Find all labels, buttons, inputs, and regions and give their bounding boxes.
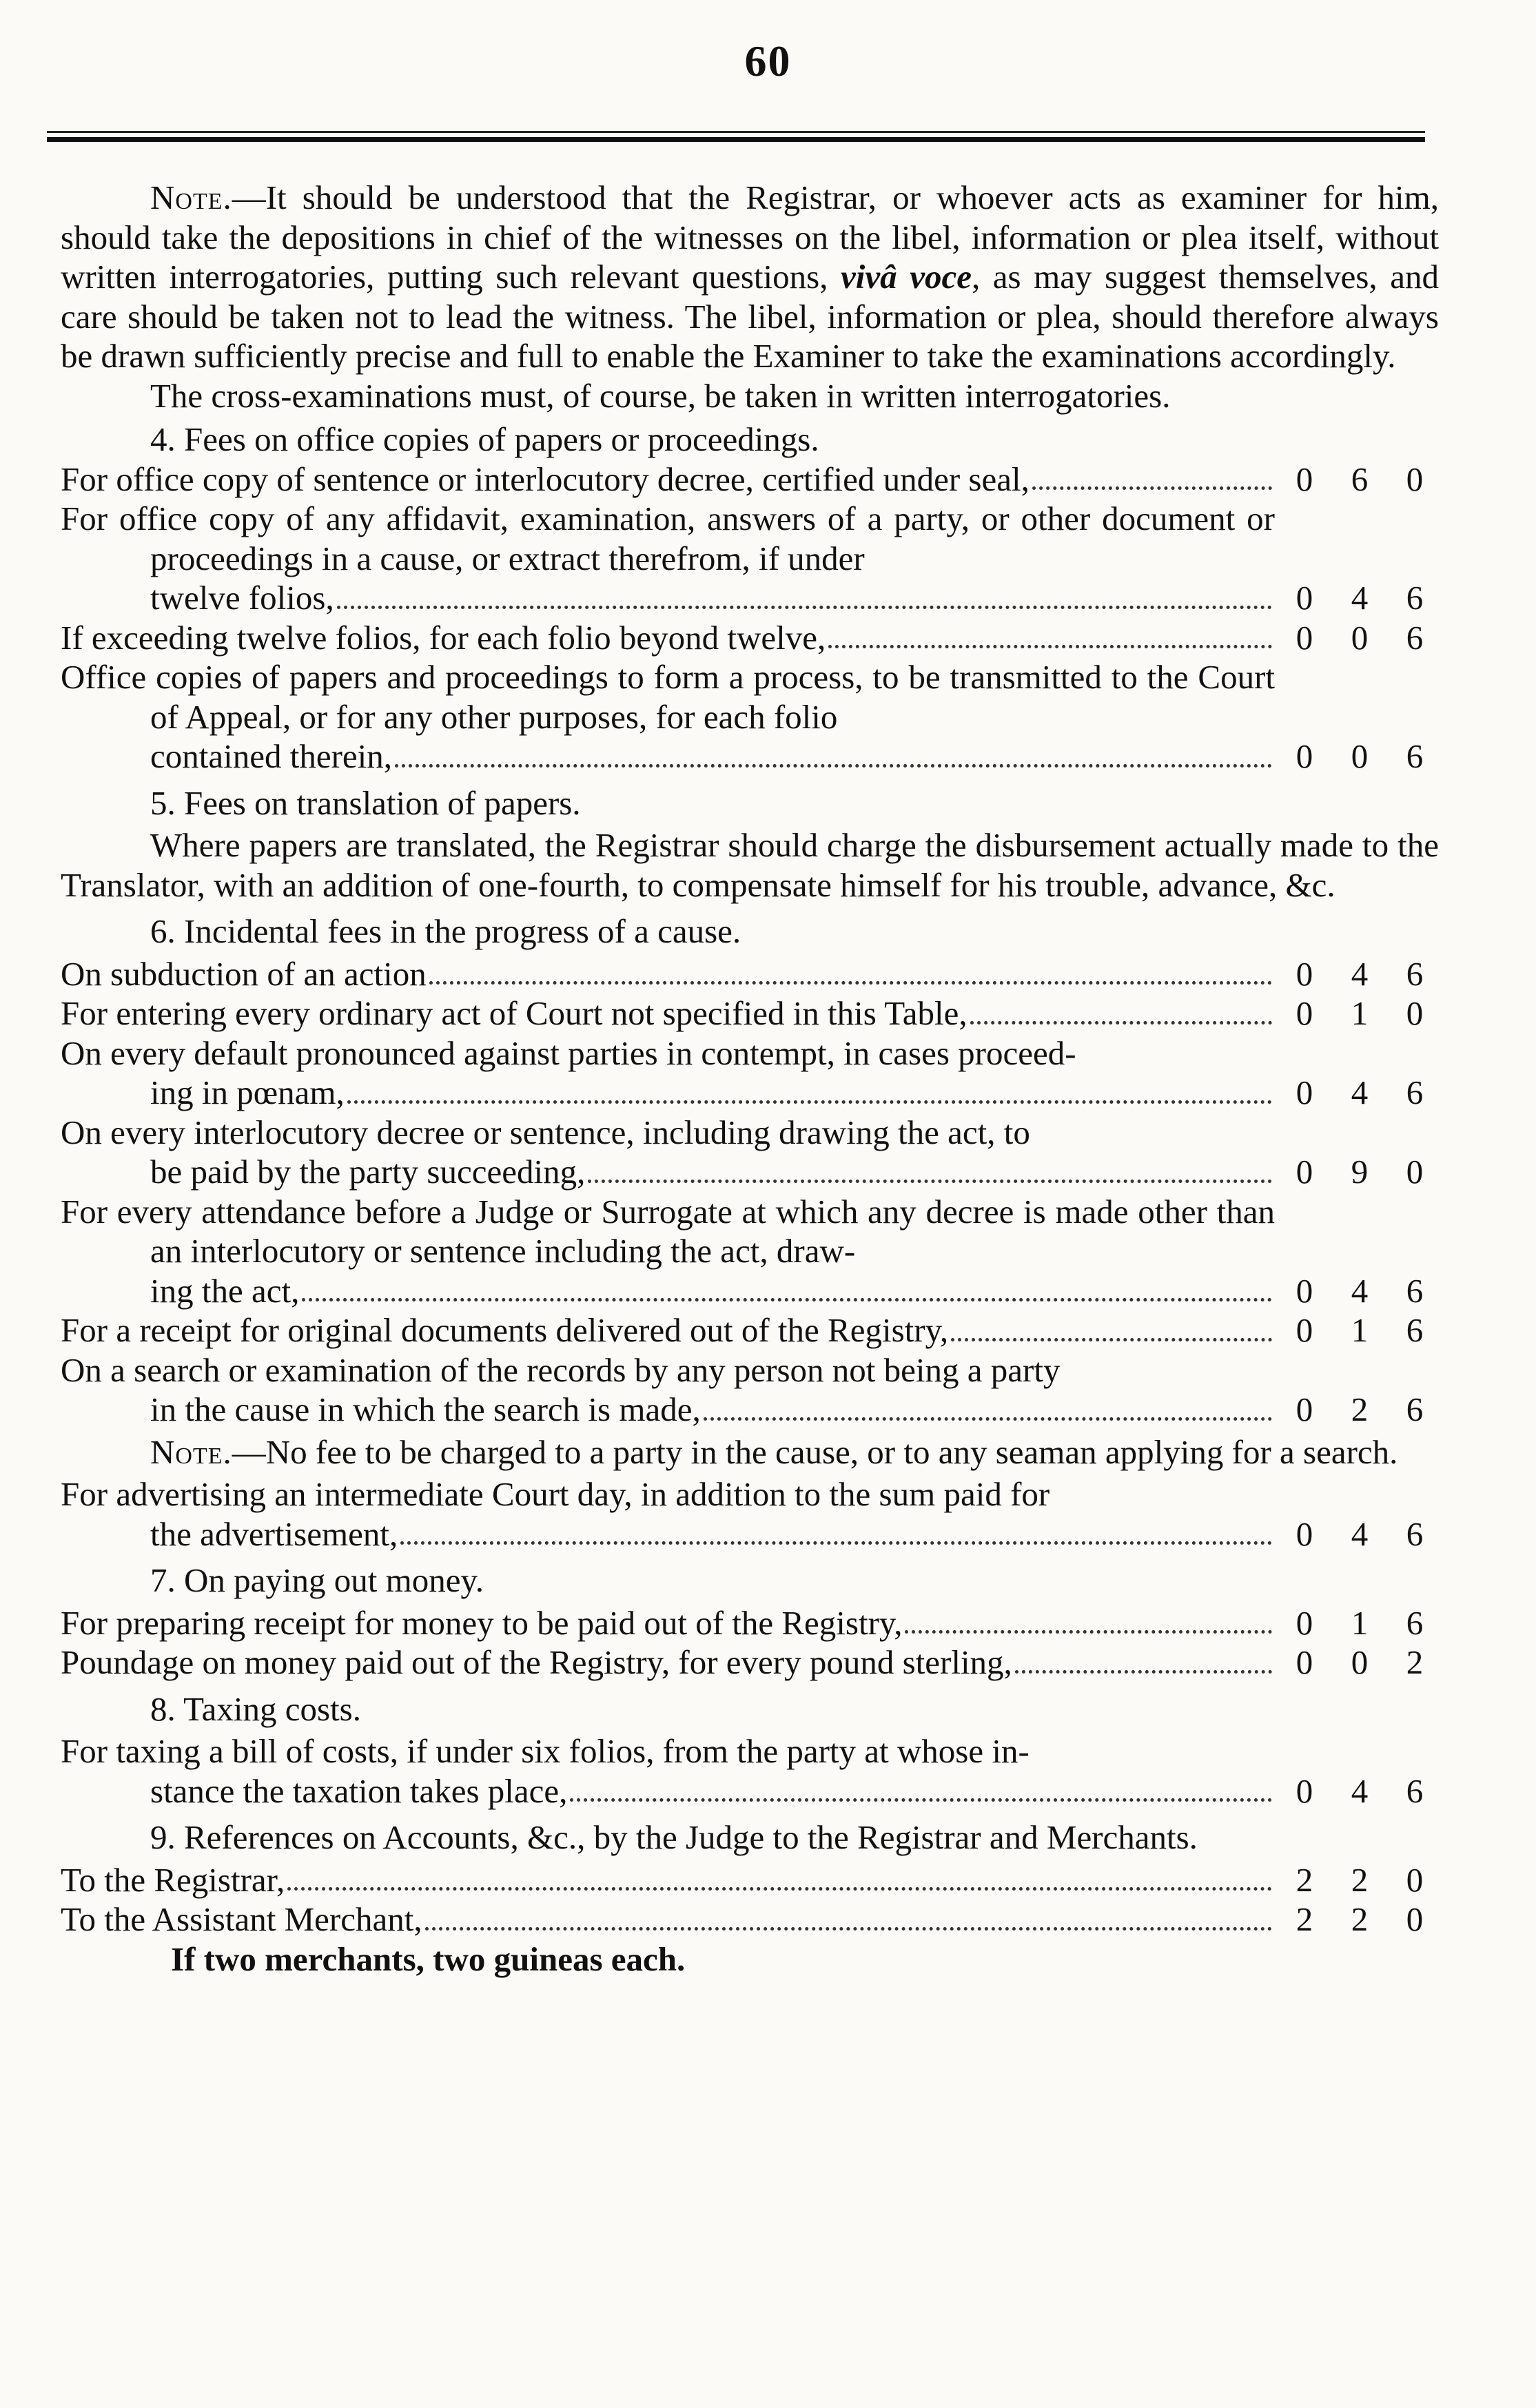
section-8-heading: 8. Taxing costs.	[150, 1689, 361, 1728]
fee-shillings: 4	[1351, 1514, 1369, 1553]
cross-examination-paragraph: The cross-examinations must, of course, be taken in written interrogatories.	[150, 376, 1171, 415]
fee-item	[61, 1731, 1439, 1811]
fee-item-text: For taxing a bill of costs, if under six folios, from the party at whose in-	[61, 1732, 1030, 1770]
section-4-fee-list	[61, 460, 1439, 776]
fee-pence: 6	[1406, 1771, 1424, 1810]
fee-amount	[1275, 1514, 1439, 1554]
fee-item-description	[61, 1113, 1275, 1192]
dot-leader	[400, 1541, 1272, 1545]
fee-shillings: 4	[1351, 1271, 1369, 1310]
fee-item	[61, 1860, 1439, 1900]
fee-item-description	[61, 618, 1275, 658]
fee-item-final-line: be paid by the party succeeding,	[150, 1153, 586, 1191]
fee-pence: 0	[1406, 1860, 1424, 1899]
fee-amount	[1275, 737, 1439, 776]
fee-item-final-line: ing the act,	[150, 1271, 300, 1310]
fee-item-final-line: the advertisement,	[150, 1514, 398, 1553]
fee-shillings: 4	[1351, 579, 1369, 617]
fee-shillings: 0	[1351, 1643, 1369, 1681]
fee-pounds: 0	[1296, 1153, 1313, 1191]
fee-item-final-line: On subduction of an action	[61, 954, 427, 993]
fee-item	[61, 1350, 1439, 1430]
fee-item-description	[61, 1603, 1275, 1643]
fee-amount	[1275, 1900, 1439, 1939]
fee-pence: 2	[1406, 1643, 1424, 1681]
fee-pounds: 0	[1296, 1603, 1313, 1642]
fee-shillings: 1	[1351, 1603, 1369, 1642]
section-4-heading: 4. Fees on office copies of papers or proceedings.	[150, 420, 819, 458]
fee-item-description	[61, 1310, 1275, 1350]
dot-leader	[828, 644, 1272, 648]
section-7-heading: 7. On paying out money.	[150, 1561, 484, 1599]
dot-leader	[951, 1337, 1272, 1341]
dot-leader	[588, 1179, 1272, 1183]
fee-pence: 6	[1406, 1390, 1424, 1428]
fee-shillings: 9	[1351, 1153, 1369, 1191]
fee-item	[61, 1474, 1439, 1554]
fee-item-final-line: For a receipt for original documents delivered out of the Registry,	[61, 1311, 949, 1349]
section-6-note-label: Note.	[150, 1432, 232, 1471]
fee-shillings: 1	[1351, 994, 1369, 1032]
fee-pounds: 0	[1296, 618, 1313, 657]
page-body	[61, 178, 1439, 1979]
fee-shillings: 6	[1351, 460, 1369, 498]
note-italic: vivâ voce	[841, 258, 972, 296]
fee-item-final-line: To the Registrar,	[61, 1860, 285, 1899]
fee-item	[61, 1033, 1439, 1113]
fee-amount	[1275, 994, 1439, 1033]
section-6-fee-list	[61, 954, 1439, 1430]
fee-item-description	[61, 954, 1275, 994]
fee-pence: 6	[1406, 1073, 1424, 1111]
dot-leader	[704, 1417, 1272, 1421]
fee-shillings: 1	[1351, 1311, 1369, 1349]
fee-shillings: 4	[1351, 954, 1369, 993]
fee-item-final-line: twelve folios,	[150, 579, 334, 617]
fee-pounds: 0	[1296, 1643, 1313, 1681]
fee-item	[61, 1643, 1439, 1682]
fee-amount	[1275, 1310, 1439, 1350]
fee-item	[61, 1310, 1439, 1350]
fee-pounds: 0	[1296, 1390, 1313, 1428]
fee-item	[61, 1113, 1439, 1192]
dot-leader	[1015, 1669, 1272, 1674]
section-6-fee-list-2	[61, 1474, 1439, 1554]
fee-item-description	[61, 994, 1275, 1033]
section-9-footer: If two merchants, two guineas each.	[171, 1939, 686, 1978]
fee-item-final-line: stance the taxation takes place,	[150, 1771, 568, 1810]
dot-leader	[429, 980, 1272, 985]
fee-item-final-line: If exceeding twelve folios, for each folio beyond twelve,	[61, 618, 826, 657]
fee-item-description	[61, 1474, 1275, 1554]
fee-item-text: For office copy of any affidavit, examination, answers of a party, or other document or proceedings in a cause, or extract therefrom, if under	[61, 500, 1275, 577]
fee-item-description	[61, 1192, 1275, 1311]
fee-shillings: 0	[1351, 618, 1369, 657]
fee-amount	[1275, 1643, 1439, 1682]
section-9-fee-list	[61, 1860, 1439, 1939]
fee-pence: 0	[1406, 1153, 1424, 1191]
section-6-note	[61, 1432, 1439, 1472]
fee-pounds: 0	[1296, 579, 1313, 617]
fee-pounds: 2	[1296, 1900, 1313, 1938]
fee-shillings: 4	[1351, 1073, 1369, 1111]
fee-item-final-line: For entering every ordinary act of Court not specified in this Table,	[61, 994, 967, 1032]
note-paragraph	[61, 178, 1439, 376]
fee-item	[61, 994, 1439, 1033]
fee-item-description	[61, 1900, 1275, 1939]
fee-pence: 6	[1406, 737, 1424, 775]
page-number: 60	[744, 37, 792, 85]
fee-amount	[1275, 1603, 1439, 1643]
fee-amount	[1275, 1271, 1439, 1311]
fee-item-final-line: For office copy of sentence or interlocutory decree, certified under seal,	[61, 460, 1030, 498]
header-rule-thin	[47, 131, 1425, 133]
dot-leader	[287, 1886, 1272, 1891]
section-9-heading: 9. References on Accounts, &c., by the Judge to the Registrar and Merchants.	[150, 1818, 1198, 1856]
note-text-after: , as may suggest themselves, and care should be taken not to lead the witness. The libel, information or plea, should therefore always be drawn sufficiently precise and full to enable the Examiner to take the examinations accordingly.	[61, 258, 1439, 375]
fee-item	[61, 954, 1439, 994]
fee-item-final-line: For preparing receipt for money to be paid out of the Registry,	[61, 1603, 903, 1642]
fee-amount	[1275, 578, 1439, 618]
fee-shillings: 2	[1351, 1860, 1369, 1899]
fee-item	[61, 657, 1439, 776]
fee-item-final-line: contained therein,	[150, 737, 393, 775]
note-label: Note.	[150, 178, 232, 216]
fee-amount	[1275, 1860, 1439, 1900]
fee-amount	[1275, 1771, 1439, 1811]
fee-item	[61, 499, 1439, 618]
fee-amount	[1275, 1073, 1439, 1113]
section-5-heading: 5. Fees on translation of papers.	[150, 783, 581, 822]
fee-pence: 6	[1406, 579, 1424, 617]
fee-pounds: 0	[1296, 1311, 1313, 1349]
fee-pounds: 0	[1296, 954, 1313, 993]
fee-pounds: 0	[1296, 1514, 1313, 1553]
fee-amount	[1275, 954, 1439, 994]
fee-item-description	[61, 460, 1275, 500]
fee-pounds: 0	[1296, 1073, 1313, 1111]
fee-amount	[1275, 1152, 1439, 1192]
section-5-text: Where papers are translated, the Registrar should charge the disbursement actually made to the Translator, with an addition of one-fourth, to compensate himself for his trouble, advance, &c.	[61, 826, 1439, 904]
dot-leader	[395, 763, 1272, 768]
fee-item-text: For every attendance before a Judge or Surrogate at which any decree is made other than an interlocutory or sentence including the act, draw-	[61, 1192, 1275, 1270]
fee-item-final-line: Poundage on money paid out of the Registry, for every pound sterling,	[61, 1643, 1012, 1681]
fee-item	[61, 1900, 1439, 1939]
header-rule-thick	[47, 137, 1425, 142]
fee-shillings: 2	[1351, 1390, 1369, 1428]
fee-item	[61, 1192, 1439, 1311]
section-8-fee-list	[61, 1731, 1439, 1811]
fee-pounds: 2	[1296, 1860, 1313, 1899]
fee-item-description	[61, 1643, 1275, 1682]
fee-item-text: On every default pronounced against parties in contempt, in cases proceed-	[61, 1033, 1076, 1072]
fee-item	[61, 1603, 1439, 1643]
fee-item-description	[61, 657, 1275, 776]
fee-pence: 6	[1406, 954, 1424, 993]
fee-item-text: On a search or examination of the records by any person not being a party	[61, 1350, 1061, 1389]
fee-pence: 0	[1406, 460, 1424, 498]
fee-item-text: For advertising an intermediate Court day, in addition to the sum paid for	[61, 1475, 1050, 1513]
dot-leader	[425, 1926, 1272, 1931]
fee-amount	[1275, 1390, 1439, 1430]
fee-item-description	[61, 499, 1275, 618]
fee-item-final-line: ing in pœnam,	[150, 1073, 345, 1111]
fee-item-final-line: To the Assistant Merchant,	[61, 1900, 422, 1938]
fee-item-description	[61, 1731, 1275, 1811]
fee-pounds: 0	[1296, 460, 1313, 498]
section-6-heading: 6. Incidental fees in the progress of a cause.	[150, 912, 741, 950]
fee-pounds: 0	[1296, 1771, 1313, 1810]
fee-item-text: On every interlocutory decree or sentence, including drawing the act, to	[61, 1113, 1030, 1151]
fee-item	[61, 460, 1439, 500]
fee-pounds: 0	[1296, 737, 1313, 775]
fee-amount	[1275, 460, 1439, 500]
fee-pounds: 0	[1296, 994, 1313, 1032]
dot-leader	[1032, 486, 1272, 490]
dot-leader	[570, 1798, 1272, 1802]
note-text-before: —It should be understood that the Registrar, or whoever acts as examiner for him, should take the depositions in chief of the witnesses on the libel, information or plea itself, without written interrogatories, putting such relevant questions,	[61, 178, 1439, 296]
fee-item-text: Office copies of papers and proceedings to form a process, to be transmitted to the Court of Appeal, or for any other purposes, for each folio	[61, 658, 1275, 736]
fee-shillings: 2	[1351, 1900, 1369, 1938]
fee-item-description	[61, 1350, 1275, 1430]
fee-pence: 6	[1406, 1311, 1424, 1349]
fee-pounds: 0	[1296, 1271, 1313, 1310]
fee-amount	[1275, 618, 1439, 658]
dot-leader	[970, 1020, 1272, 1025]
fee-shillings: 0	[1351, 737, 1369, 775]
fee-pence: 0	[1406, 994, 1424, 1032]
dot-leader	[905, 1629, 1272, 1634]
fee-item-description	[61, 1860, 1275, 1900]
fee-pence: 0	[1406, 1900, 1424, 1938]
fee-pence: 6	[1406, 1603, 1424, 1642]
dot-leader	[337, 605, 1272, 609]
dot-leader	[302, 1297, 1272, 1301]
fee-item-description	[61, 1033, 1275, 1113]
fee-item-final-line: in the cause in which the search is made,	[150, 1390, 701, 1428]
fee-pence: 6	[1406, 1514, 1424, 1553]
fee-item	[61, 618, 1439, 658]
section-6-note-text: —No fee to be charged to a party in the cause, or to any seaman applying for a search.	[232, 1432, 1398, 1471]
section-7-fee-list	[61, 1603, 1439, 1682]
fee-shillings: 4	[1351, 1771, 1369, 1810]
fee-pence: 6	[1406, 618, 1424, 657]
dot-leader	[347, 1100, 1272, 1104]
fee-pence: 6	[1406, 1271, 1424, 1310]
